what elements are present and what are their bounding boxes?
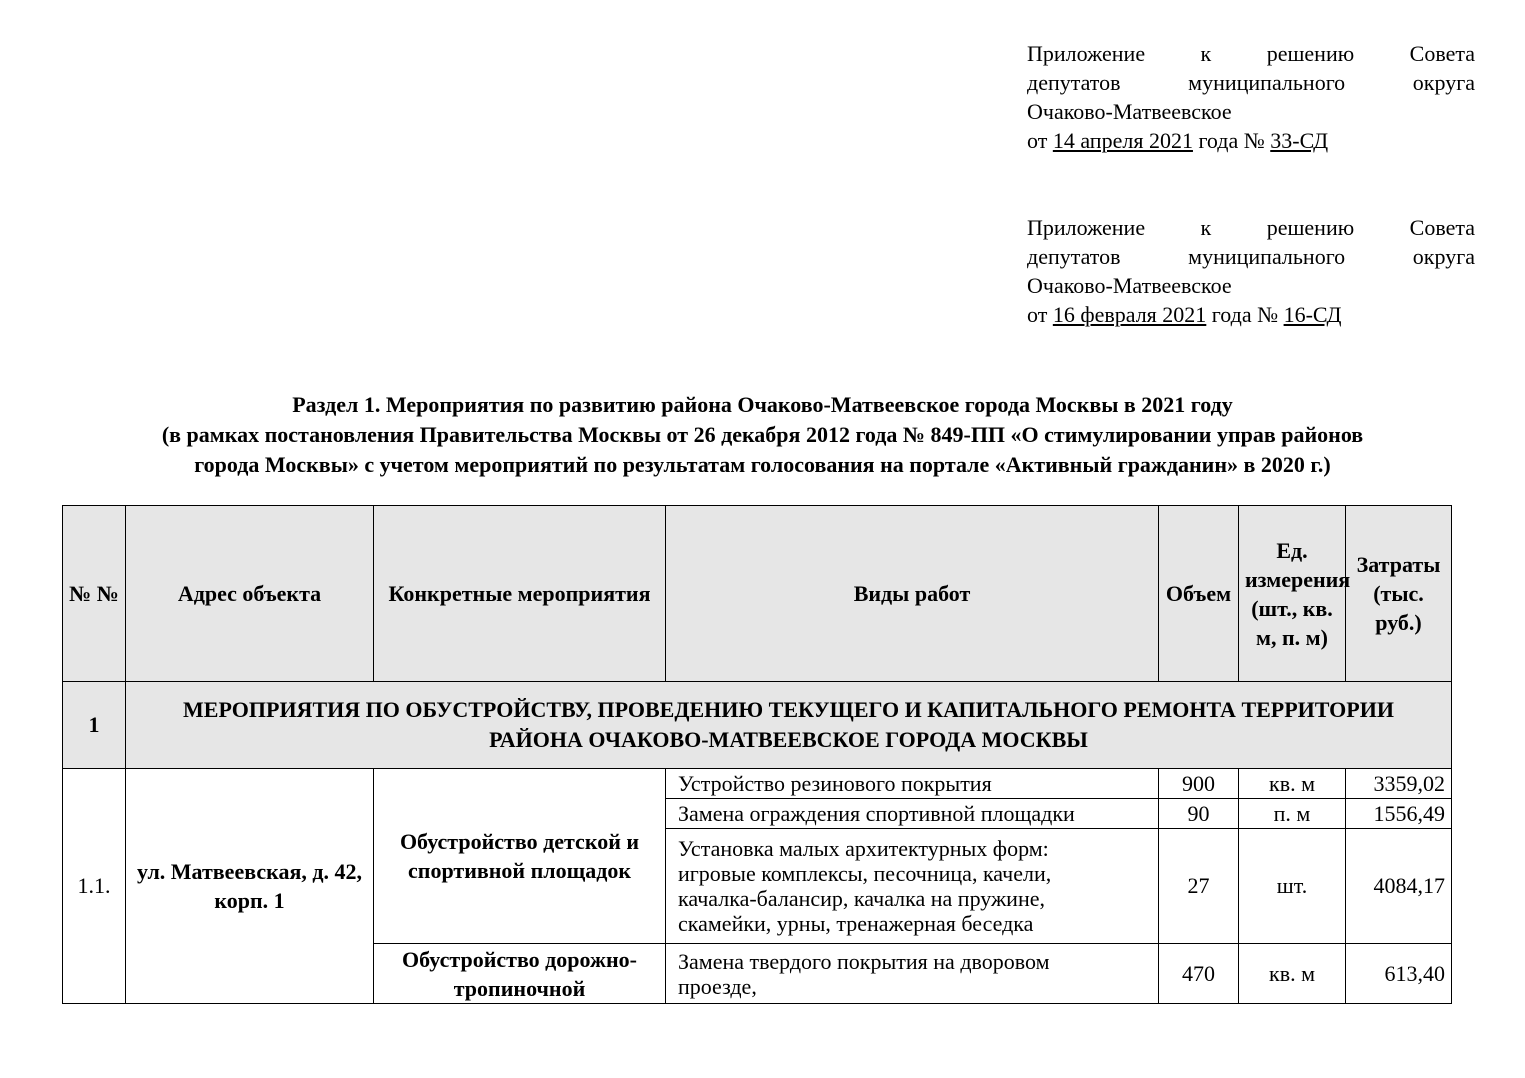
- section-num: 1: [63, 682, 126, 769]
- decision-date: 16 февраля 2021: [1052, 302, 1207, 327]
- work-cell: Устройство резинового покрытия: [666, 769, 1159, 799]
- cost-cell: 1556,49: [1346, 799, 1452, 829]
- header-measures: Конкретные мероприятия: [374, 506, 666, 682]
- header-volume: Объем: [1159, 506, 1239, 682]
- appendix-date-line: [1027, 300, 1475, 329]
- appendix-date-line: [1027, 126, 1475, 155]
- appendix-block-1: [1027, 39, 1475, 155]
- item-num: 1.1.: [63, 769, 126, 1004]
- unit-cell: шт.: [1239, 829, 1346, 944]
- date-middle: года №: [1211, 302, 1279, 327]
- cost-cell: 4084,17: [1346, 829, 1452, 944]
- appendix-line: депутатов муниципального округа: [1027, 70, 1475, 95]
- decision-number: 16-СД: [1283, 302, 1342, 327]
- volume-cell: 90: [1159, 799, 1239, 829]
- section-title-line: Раздел 1. Мероприятия по развитию района Очаково-Матвеевское города Москвы в 2021 году: [292, 392, 1233, 417]
- work-cell: Замена ограждения спортивной площадки: [666, 799, 1159, 829]
- section-title-line: города Москвы» с учетом мероприятий по результатам голосования на портале «Активный гражданин» в 2020 г.): [194, 452, 1331, 477]
- unit-cell: кв. м: [1239, 769, 1346, 799]
- unit-cell: кв. м: [1239, 944, 1346, 1004]
- header-num: № №: [63, 506, 126, 682]
- measure-cell: Обустройство дорожно-тропиночной: [374, 944, 666, 1004]
- date-middle: года №: [1198, 128, 1265, 153]
- section-row: [63, 682, 1452, 769]
- cost-cell: 3359,02: [1346, 769, 1452, 799]
- decision-number: 33-СД: [1270, 128, 1329, 153]
- measure-cell: Обустройство детской и спортивной площадок: [374, 769, 666, 944]
- date-prefix: от: [1027, 302, 1048, 327]
- appendix-line: Приложение к решению Совета: [1027, 215, 1475, 240]
- table-header-row: [63, 506, 1452, 682]
- volume-cell: 900: [1159, 769, 1239, 799]
- appendix-line: Приложение к решению Совета: [1027, 41, 1475, 66]
- date-prefix: от: [1027, 128, 1048, 153]
- volume-cell: 27: [1159, 829, 1239, 944]
- header-address: Адрес объекта: [126, 506, 374, 682]
- item-address: ул. Матвеевская, д. 42, корп. 1: [126, 769, 374, 1004]
- measures-table: [62, 505, 1452, 1004]
- appendix-line: Очаково-Матвеевское: [1027, 273, 1232, 298]
- header-unit: Ед. измерения (шт., кв. м, п. м): [1239, 506, 1346, 682]
- decision-date: 14 апреля 2021: [1052, 128, 1193, 153]
- table-row: [63, 769, 1452, 799]
- work-cell: Установка малых архитектурных форм: игровые комплексы, песочница, качели, качалка-балансир, качалка на пружине, скамейки, урны, тренажерная беседка: [666, 829, 1159, 944]
- cost-cell: 613,40: [1346, 944, 1452, 1004]
- header-works: Виды работ: [666, 506, 1159, 682]
- section-heading: МЕРОПРИЯТИЯ ПО ОБУСТРОЙСТВУ, ПРОВЕДЕНИЮ ТЕКУЩЕГО И КАПИТАЛЬНОГО РЕМОНТА ТЕРРИТОРИИ РАЙОНА ОЧАКОВО-МАТВЕЕВСКОЕ ГОРОДА МОСКВЫ: [126, 682, 1452, 769]
- appendix-line: Очаково-Матвеевское: [1027, 99, 1232, 124]
- header-cost: Затраты (тыс. руб.): [1346, 506, 1452, 682]
- section-title: [40, 390, 1485, 480]
- appendix-block-2: [1027, 213, 1475, 329]
- unit-cell: п. м: [1239, 799, 1346, 829]
- volume-cell: 470: [1159, 944, 1239, 1004]
- work-cell: Замена твердого покрытия на дворовом проезде,: [666, 944, 1159, 1004]
- appendix-line: депутатов муниципального округа: [1027, 244, 1475, 269]
- section-title-line: (в рамках постановления Правительства Москвы от 26 декабря 2012 года № 849-ПП «О стимулировании управ районов: [161, 422, 1364, 447]
